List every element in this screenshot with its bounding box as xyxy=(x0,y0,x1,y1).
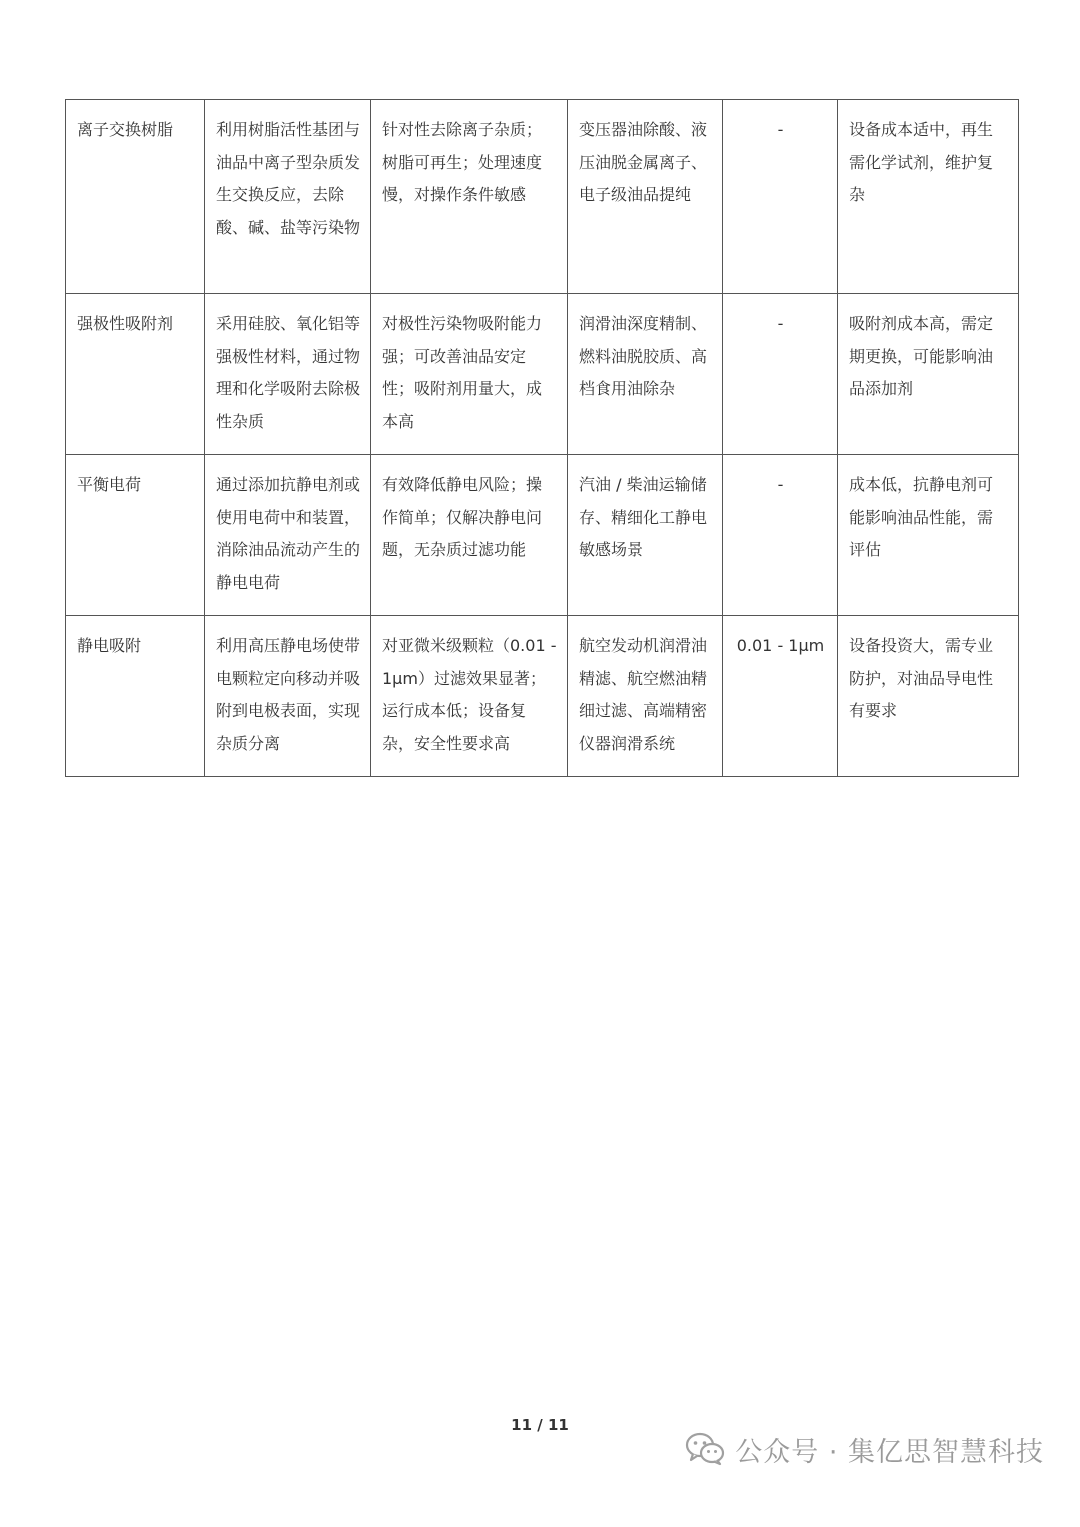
applications-cell: 变压器油除酸、液压油脱金属离子、电子级油品提纯 xyxy=(568,100,723,294)
method-cell: 离子交换树脂 xyxy=(66,100,205,294)
applications-cell: 润滑油深度精制、燃料油脱胶质、高档食用油除杂 xyxy=(568,294,723,455)
notes-cell: 设备成本适中，再生需化学试剂，维护复杂 xyxy=(838,100,1019,294)
precision-cell: 0.01 - 1μm xyxy=(723,616,838,777)
principle-cell: 利用树脂活性基团与油品中离子型杂质发生交换反应，去除酸、碱、盐等污染物 xyxy=(205,100,371,294)
notes-cell: 成本低，抗静电剂可能影响油品性能，需评估 xyxy=(838,455,1019,616)
precision-cell: - xyxy=(723,100,838,294)
notes-cell: 吸附剂成本高，需定期更换，可能影响油品添加剂 xyxy=(838,294,1019,455)
table-row xyxy=(66,616,1019,777)
table-row xyxy=(66,100,1019,294)
table-row xyxy=(66,294,1019,455)
precision-cell: - xyxy=(723,294,838,455)
notes-cell: 设备投资大，需专业防护，对油品导电性有要求 xyxy=(838,616,1019,777)
features-cell: 对极性污染物吸附能力强；可改善油品安定性；吸附剂用量大，成本高 xyxy=(371,294,568,455)
page-number: 11 / 11 xyxy=(511,1416,569,1434)
wechat-icon xyxy=(685,1432,725,1466)
applications-cell: 汽油 / 柴油运输储存、精细化工静电敏感场景 xyxy=(568,455,723,616)
features-cell: 对亚微米级颗粒（0.01 - 1μm）过滤效果显著；运行成本低；设备复杂，安全性要求高 xyxy=(371,616,568,777)
method-cell: 强极性吸附剂 xyxy=(66,294,205,455)
table-row xyxy=(66,455,1019,616)
principle-cell: 利用高压静电场使带电颗粒定向移动并吸附到电极表面，实现杂质分离 xyxy=(205,616,371,777)
method-cell: 静电吸附 xyxy=(66,616,205,777)
filtration-methods-table xyxy=(65,99,1019,777)
applications-cell: 航空发动机润滑油精滤、航空燃油精细过滤、高端精密仪器润滑系统 xyxy=(568,616,723,777)
principle-cell: 采用硅胶、氧化铝等强极性材料，通过物理和化学吸附去除极性杂质 xyxy=(205,294,371,455)
features-cell: 针对性去除离子杂质；树脂可再生；处理速度慢，对操作条件敏感 xyxy=(371,100,568,294)
method-cell: 平衡电荷 xyxy=(66,455,205,616)
precision-cell: - xyxy=(723,455,838,616)
watermark-text: 公众号 · 集亿思智慧科技 xyxy=(735,1436,1044,1468)
watermark xyxy=(685,1427,1044,1471)
features-cell: 有效降低静电风险；操作简单；仅解决静电问题，无杂质过滤功能 xyxy=(371,455,568,616)
principle-cell: 通过添加抗静电剂或使用电荷中和装置，消除油品流动产生的静电电荷 xyxy=(205,455,371,616)
